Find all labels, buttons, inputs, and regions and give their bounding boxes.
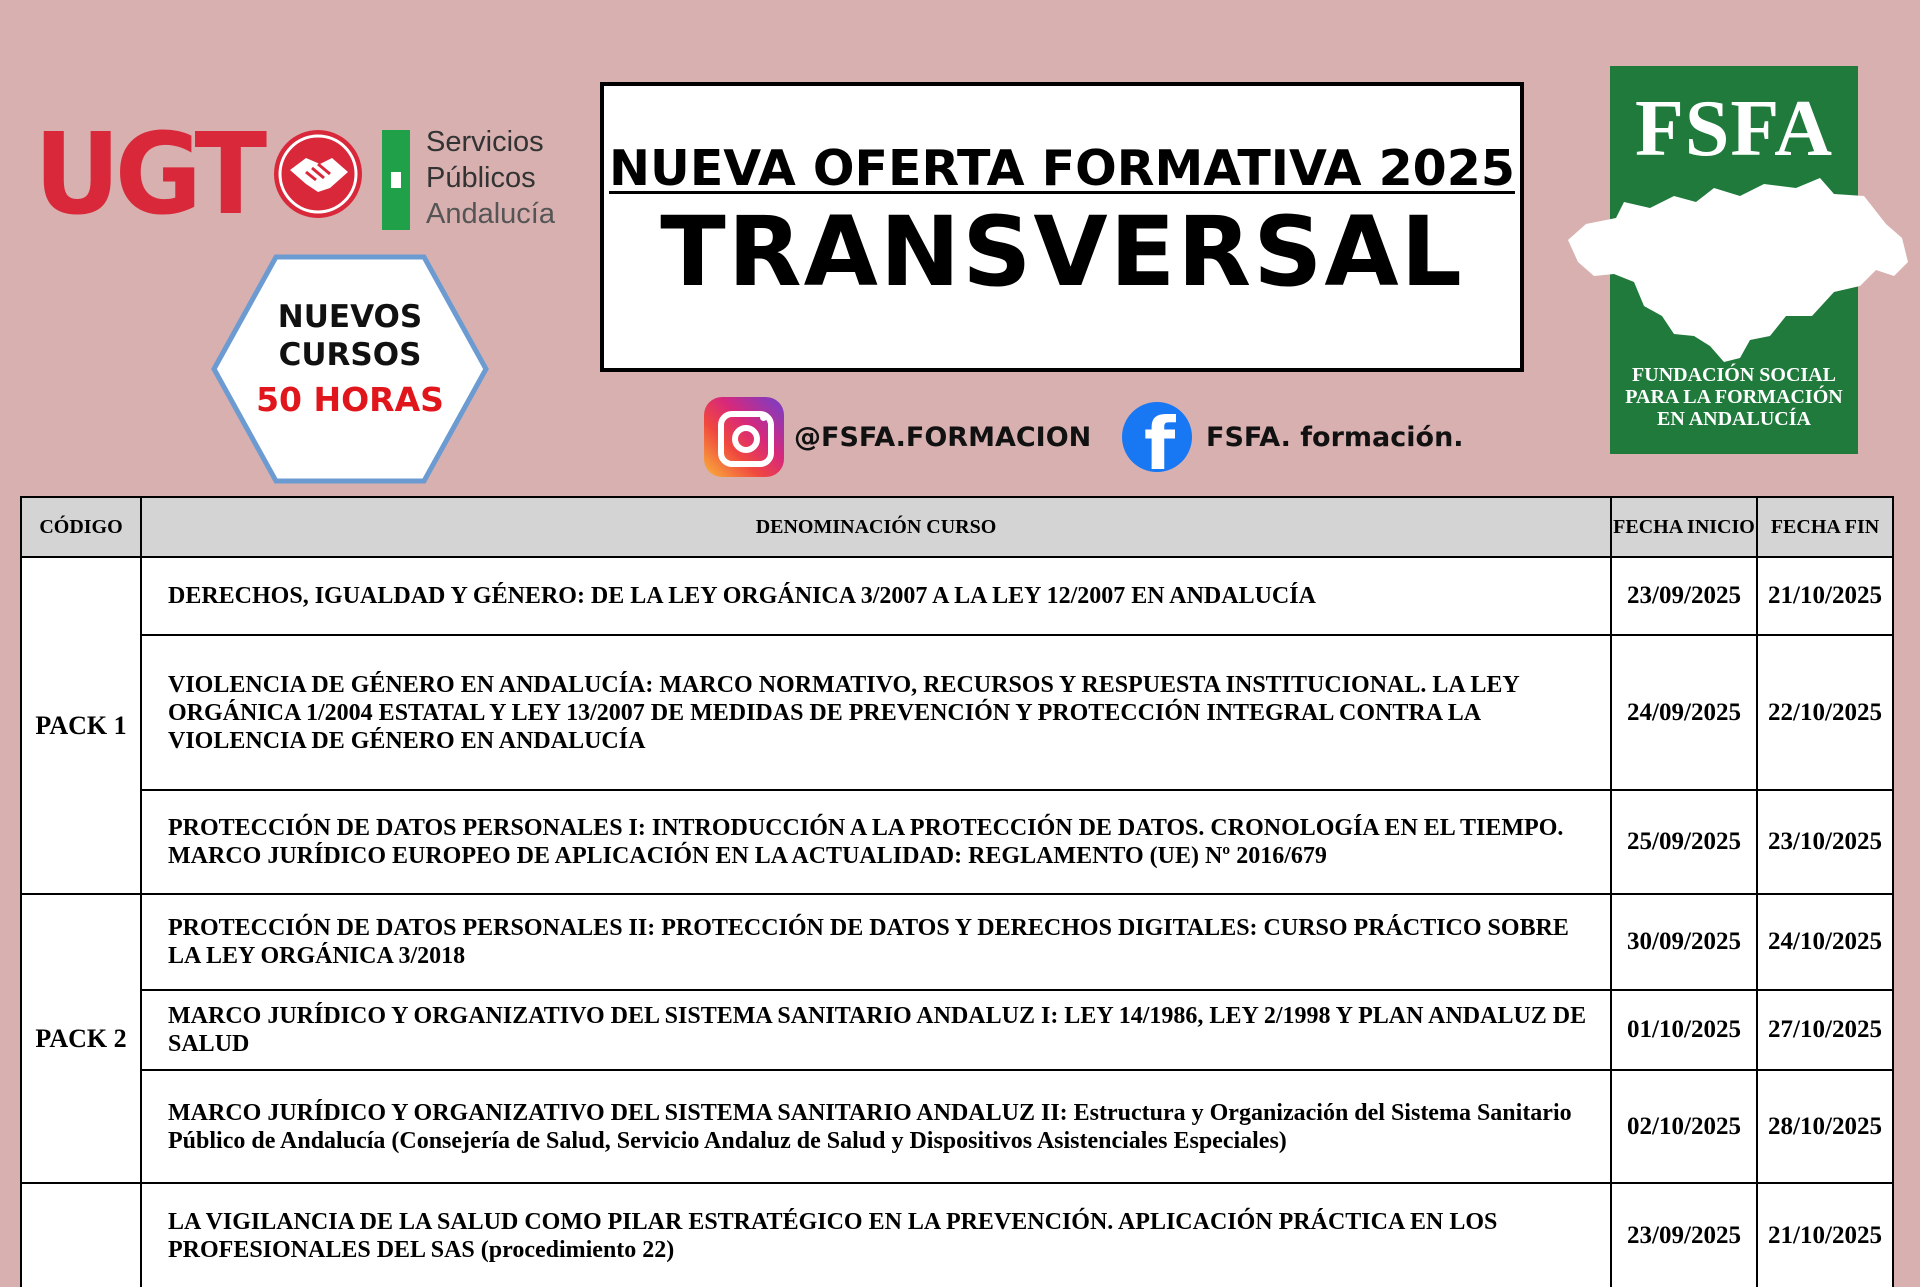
instagram-handle: @FSFA.FORMACION	[794, 421, 1092, 453]
course-start-date: 23/09/2025	[1611, 557, 1757, 635]
course-name: DERECHOS, IGUALDAD Y GÉNERO: DE LA LEY ORGÁNICA 3/2007 A LA LEY 12/2007 EN ANDALUCÍA	[141, 557, 1611, 635]
course-start-date: 02/10/2025	[1611, 1070, 1757, 1183]
ugt-sub-line2: Públicos	[426, 162, 536, 194]
page-title: NUEVA OFERTA FORMATIVA 2025	[609, 140, 1515, 197]
course-name: MARCO JURÍDICO Y ORGANIZATIVO DEL SISTEMA SANITARIO ANDALUZ II: Estructura y Organización del Sistema Sanitario Público de Andalucía (Consejería de Salud, Servicio Andaluz de Salud y Dispositivos Asistenciales Especiales)	[141, 1070, 1611, 1183]
badge-hours: 50 HORAS	[256, 380, 444, 419]
course-start-date: 30/09/2025	[1611, 894, 1757, 990]
badge-line1: NUEVOS	[277, 299, 423, 335]
handshake-icon	[272, 128, 364, 220]
course-end-date: 21/10/2025	[1757, 1183, 1893, 1287]
table-row	[21, 790, 1893, 894]
table-header-row	[21, 497, 1893, 557]
ugt-sub-line1: Servicios	[426, 126, 544, 158]
course-end-date: 24/10/2025	[1757, 894, 1893, 990]
fsfa-logo	[1610, 66, 1858, 454]
course-end-date: 27/10/2025	[1757, 990, 1893, 1070]
course-start-date: 25/09/2025	[1611, 790, 1757, 894]
ugt-logo-text: UGT	[34, 110, 262, 240]
andalucia-map-icon	[1564, 166, 1910, 366]
course-start-date: 24/09/2025	[1611, 635, 1757, 790]
title-box	[600, 82, 1524, 372]
instagram-link[interactable]	[704, 396, 1091, 478]
course-name: PROTECCIÓN DE DATOS PERSONALES I: INTRODUCCIÓN A LA PROTECCIÓN DE DATOS. CRONOLOGÍA EN EL TIEMPO. MARCO JURÍDICO EUROPEO DE APLICACIÓN EN LA ACTUALIDAD: REGLAMENTO (UE) Nº 2016/679	[141, 790, 1611, 894]
course-name: PROTECCIÓN DE DATOS PERSONALES II: PROTECCIÓN DE DATOS Y DERECHOS DIGITALES: CURSO PRÁCTICO SOBRE LA LEY ORGÁNICA 3/2018	[141, 894, 1611, 990]
pack-label: PACK 2	[21, 894, 141, 1183]
ugt-logo	[34, 110, 273, 240]
facebook-handle: FSFA. formación.	[1206, 421, 1464, 453]
fsfa-logo-subtitle	[1610, 364, 1858, 430]
ugt-sub-line3: Andalucía	[426, 198, 555, 230]
course-end-date: 22/10/2025	[1757, 635, 1893, 790]
course-end-date: 21/10/2025	[1757, 557, 1893, 635]
page-subtitle: TRANSVERSAL	[660, 196, 1464, 308]
course-end-date: 23/10/2025	[1757, 790, 1893, 894]
header-end-date: FECHA FIN	[1757, 497, 1893, 557]
header-start-date: FECHA INICIO	[1611, 497, 1757, 557]
course-name: LA VIGILANCIA DE LA SALUD COMO PILAR ESTRATÉGICO EN LA PREVENCIÓN. APLICACIÓN PRÁCTICA EN LOS PROFESIONALES DEL SAS (procedimiento 22)	[141, 1183, 1611, 1287]
course-end-date: 28/10/2025	[1757, 1070, 1893, 1183]
ugt-andalucia-flag	[382, 130, 410, 230]
course-start-date: 01/10/2025	[1611, 990, 1757, 1070]
course-name: MARCO JURÍDICO Y ORGANIZATIVO DEL SISTEMA SANITARIO ANDALUZ I: LEY 14/1986, LEY 2/1998 Y PLAN ANDALUZ DE SALUD	[141, 990, 1611, 1070]
facebook-link[interactable]	[1122, 396, 1464, 478]
table-row	[21, 557, 1893, 635]
pack-label: PACK 1	[21, 557, 141, 894]
fsfa-sub-line3: EN ANDALUCÍA	[1657, 408, 1811, 430]
header-course-name: DENOMINACIÓN CURSO	[141, 497, 1611, 557]
course-name: VIOLENCIA DE GÉNERO EN ANDALUCÍA: MARCO NORMATIVO, RECURSOS Y RESPUESTA INSTITUCIONAL. LA LEY ORGÁNICA 1/2004 ESTATAL Y LEY 13/2007 DE MEDIDAS DE PREVENCIÓN Y PROTECCIÓN INTEGRAL CONTRA LA VIOLENCIA DE GÉNERO EN ANDALUCÍA	[141, 635, 1611, 790]
table-row	[21, 894, 1893, 990]
instagram-icon	[704, 397, 784, 477]
courses-table	[20, 496, 1894, 1287]
table-row	[21, 1070, 1893, 1183]
fsfa-sub-line1: FUNDACIÓN SOCIAL	[1632, 364, 1836, 386]
header-code: CÓDIGO	[21, 497, 141, 557]
table-row	[21, 1183, 1893, 1287]
badge-line2: CURSOS	[278, 337, 422, 373]
fsfa-logo-title: FSFA	[1634, 85, 1834, 173]
hexagon-badge-text	[210, 298, 490, 426]
course-start-date: 23/09/2025	[1611, 1183, 1757, 1287]
table-row	[21, 635, 1893, 790]
facebook-icon: f	[1122, 402, 1192, 472]
pack-label	[21, 1183, 141, 1287]
table-row	[21, 990, 1893, 1070]
ugt-subtitle	[426, 124, 555, 232]
fsfa-sub-line2: PARA LA FORMACIÓN	[1625, 386, 1843, 408]
